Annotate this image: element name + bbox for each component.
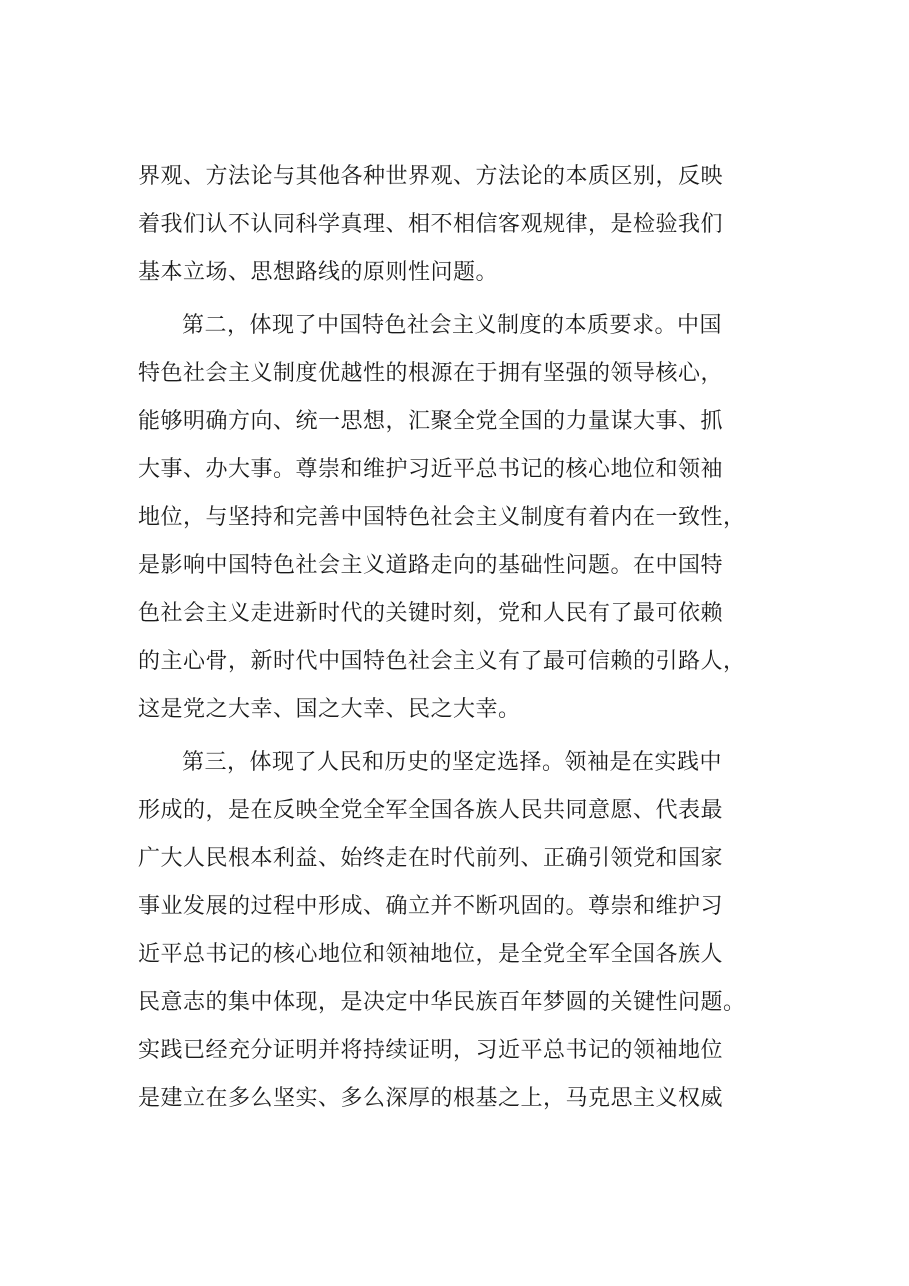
text-line: 近平总书记的核心地位和领袖地位，是全党全军全国各族人	[138, 942, 724, 967]
text-line: 事业发展的过程中形成、确立并不断巩固的。尊崇和维护习	[138, 894, 724, 919]
text-line: 形成的，是在反映全党全军全国各族人民共同意愿、代表最	[138, 798, 724, 823]
text-line: 广大人民根本利益、始终走在时代前列、正确引领党和国家	[138, 846, 724, 871]
text-line: 第三，体现了人民和历史的坚定选择。领袖是在实践中	[182, 750, 723, 775]
text-line: 这是党之大幸、国之大幸、民之大幸。	[138, 697, 521, 722]
text-line: 基本立场、思想路线的原则性问题。	[138, 260, 499, 285]
paragraph-second-point	[138, 302, 778, 734]
text-line: 民意志的集中体现，是决定中华民族百年梦圆的关键性问题。	[138, 990, 746, 1015]
text-line: 色社会主义走进新时代的关键时刻，党和人民有了最可依赖	[138, 601, 724, 626]
text-line: 特色社会主义制度优越性的根源在于拥有坚强的领导核心，	[138, 361, 724, 386]
document-body	[138, 153, 778, 1123]
text-line: 能够明确方向、统一思想，汇聚全党全国的力量谋大事、抓	[138, 409, 724, 434]
text-line: 是建立在多么坚实、多么深厚的根基之上，马克思主义权威	[138, 1086, 724, 1111]
text-line: 着我们认不认同科学真理、相不相信客观规律，是检验我们	[138, 212, 724, 237]
text-line: 界观、方法论与其他各种世界观、方法论的本质区别，反映	[138, 164, 724, 189]
text-line: 实践已经充分证明并将持续证明，习近平总书记的领袖地位	[138, 1038, 724, 1063]
text-line: 第二，体现了中国特色社会主义制度的本质要求。中国	[182, 313, 723, 338]
text-line: 大事、办大事。尊崇和维护习近平总书记的核心地位和领袖	[138, 457, 724, 482]
paragraph-continuation	[138, 153, 778, 297]
text-line: 是影响中国特色社会主义道路走向的基础性问题。在中国特	[138, 553, 724, 578]
text-line: 地位，与坚持和完善中国特色社会主义制度有着内在一致性，	[138, 505, 746, 530]
text-line: 的主心骨，新时代中国特色社会主义有了最可信赖的引路人，	[138, 649, 746, 674]
paragraph-third-point	[138, 739, 778, 1123]
